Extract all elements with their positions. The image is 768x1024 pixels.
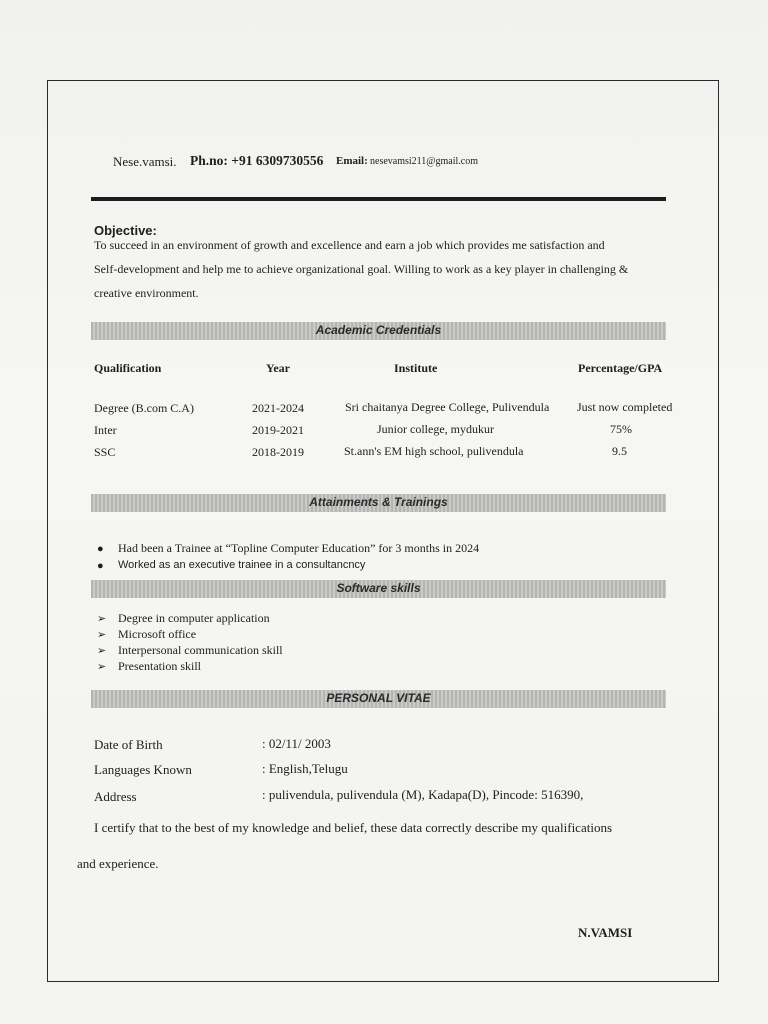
bullet-icon: ● bbox=[97, 560, 104, 572]
list-item: Worked as an executive trainee in a consultancncy bbox=[118, 559, 366, 571]
table-cell: 9.5 bbox=[612, 444, 627, 458]
objective-line: To succeed in an environment of growth and excellence and earn a job which provides me satisfaction and bbox=[94, 238, 605, 252]
objective-line: Self-development and help me to achieve organizational goal. Willing to work as a key player in challenging & bbox=[94, 262, 629, 276]
personal-banner bbox=[91, 690, 666, 708]
arrow-bullet-icon: ➢ bbox=[97, 613, 107, 625]
table-cell: 2018-2019 bbox=[252, 445, 304, 459]
list-item: Microsoft office bbox=[118, 627, 197, 641]
personal-value: : English,Telugu bbox=[262, 761, 348, 776]
table-cell: Inter bbox=[94, 423, 117, 437]
table-header-year: Year bbox=[266, 361, 290, 375]
arrow-bullet-icon: ➢ bbox=[97, 645, 107, 657]
table-cell: SSC bbox=[94, 445, 116, 459]
personal-label: Address bbox=[94, 789, 137, 804]
list-item: Had been a Trainee at “Topline Computer Education” for 3 months in 2024 bbox=[118, 541, 480, 555]
personal-label: Languages Known bbox=[94, 762, 192, 777]
table-cell: Junior college, mydukur bbox=[377, 422, 494, 436]
table-header-institute: Institute bbox=[394, 361, 438, 375]
page-border bbox=[47, 80, 719, 982]
table-header-qualification: Qualification bbox=[94, 361, 162, 375]
list-item: Degree in computer application bbox=[118, 611, 270, 625]
table-cell: 2019-2021 bbox=[252, 423, 304, 437]
academic-banner bbox=[91, 322, 666, 340]
table-cell: Sri chaitanya Degree College, Pulivendula bbox=[345, 400, 550, 414]
software-banner bbox=[91, 580, 666, 598]
certification-text: I certify that to the best of my knowledge and belief, these data correctly describe my qualifications bbox=[94, 820, 613, 835]
objective-line: creative environment. bbox=[94, 286, 199, 300]
table-cell: Degree (B.com C.A) bbox=[94, 401, 194, 415]
personal-label: Date of Birth bbox=[94, 737, 163, 752]
attainments-banner bbox=[91, 494, 666, 512]
academic-heading: Academic Credentials bbox=[315, 323, 442, 337]
arrow-bullet-icon: ➢ bbox=[97, 629, 107, 641]
table-cell: 75% bbox=[610, 422, 632, 436]
phone-number: Ph.no: +91 6309730556 bbox=[190, 153, 324, 168]
arrow-bullet-icon: ➢ bbox=[97, 661, 107, 673]
signature-name: N.VAMSI bbox=[578, 925, 633, 940]
objective-heading: Objective: bbox=[94, 223, 157, 238]
personal-value: : 02/11/ 2003 bbox=[262, 736, 331, 751]
email-label: Email: bbox=[336, 155, 368, 167]
personal-heading: PERSONAL VITAE bbox=[326, 691, 431, 705]
header-divider bbox=[91, 197, 666, 201]
email-address: nesevamsi211@gmail.com bbox=[370, 156, 478, 167]
table-cell: St.ann's EM high school, pulivendula bbox=[344, 444, 524, 458]
software-heading: Software skills bbox=[336, 581, 421, 595]
list-item: Presentation skill bbox=[118, 659, 201, 673]
attainments-heading: Attainments & Trainings bbox=[309, 495, 448, 509]
list-item: Interpersonal communication skill bbox=[118, 643, 283, 657]
table-header-percentage: Percentage/GPA bbox=[578, 361, 663, 375]
bullet-icon: ● bbox=[97, 543, 104, 555]
table-cell: Just now completed bbox=[577, 400, 673, 414]
certification-text: and experience. bbox=[77, 856, 159, 871]
personal-value: : pulivendula, pulivendula (M), Kadapa(D), Pincode: 516390, bbox=[262, 787, 584, 802]
table-cell: 2021-2024 bbox=[252, 401, 304, 415]
candidate-name: Nese.vamsi. bbox=[113, 154, 177, 169]
